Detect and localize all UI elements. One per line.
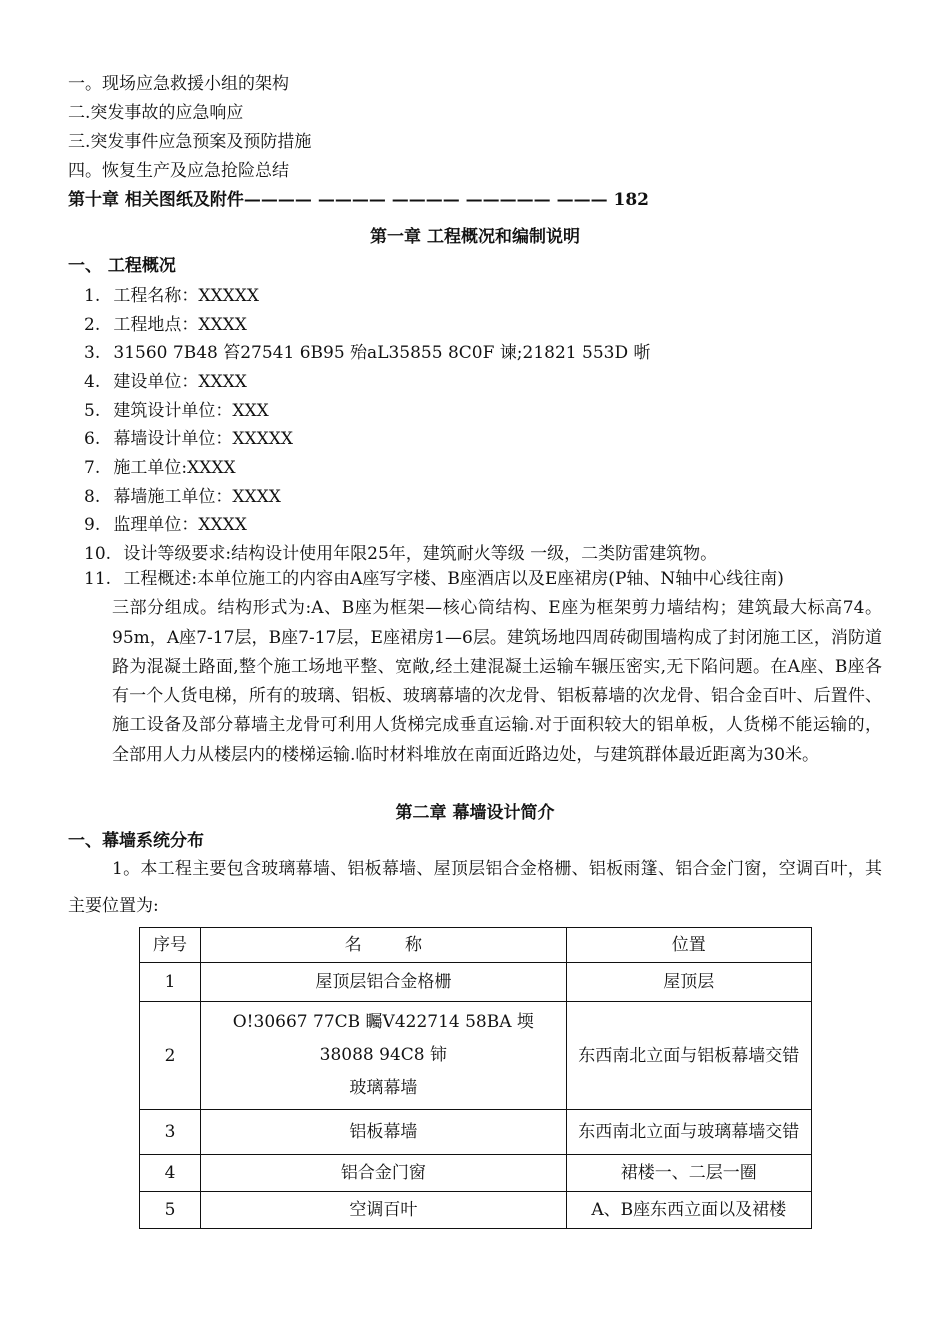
item-number: 4.: [84, 372, 101, 392]
row-number: 1: [140, 963, 201, 1002]
item-text: 31560 7B48 笞27541 6B95 殆aL35855 8C0F 谏;21821 553D 哳: [113, 343, 651, 363]
row-name: 铝合金门窗: [201, 1155, 567, 1192]
toc-item: 四。恢复生产及应急抢险总结: [68, 161, 289, 181]
row-name: 铝板幕墙: [201, 1110, 567, 1155]
section-project-overview: 一、 工程概况: [68, 256, 176, 276]
item-text: 幕墙施工单位：XXXX: [113, 487, 281, 507]
project-item: [84, 510, 247, 535]
item-number: 8.: [84, 487, 101, 507]
item-text: 设计等级要求:结构设计使用年限25年，建筑耐火等级 一级，二类防雷建筑物。: [123, 544, 718, 564]
toc-chapter-10: 第十章 相关图纸及附件———— ———— ———— ————— ——— 182: [68, 190, 649, 210]
item-text: 建设单位：XXXX: [113, 372, 247, 392]
table-row: [140, 1002, 812, 1110]
row-number: 5: [140, 1192, 201, 1229]
chapter-2-title: 第二章 幕墙设计简介: [395, 803, 555, 823]
header-cell: 序号: [140, 928, 201, 963]
row-number: 3: [140, 1110, 201, 1155]
item-text: 监理单位：XXXX: [113, 515, 247, 535]
item-text: 幕墙设计单位：XXXXX: [113, 429, 293, 449]
table-row: [140, 963, 812, 1002]
project-item: [84, 367, 247, 392]
item-11-lead-text: 工程概述:本单位施工的内容由A座写字楼、B座酒店以及E座裙房(P轴、N轴中心线往南): [123, 569, 784, 589]
row-position: 裙楼一、二层一圈: [566, 1155, 811, 1192]
row-position: A、B座东西立面以及裙楼: [566, 1192, 811, 1229]
table-row: [140, 1155, 812, 1192]
row-name: 屋顶层铝合金格栅: [201, 963, 567, 1002]
header-cell: 位置: [566, 928, 811, 963]
row-name: 空调百叶: [201, 1192, 567, 1229]
toc-item: 三.突发事件应急预案及预防措施: [68, 132, 312, 152]
item-text: 施工单位:XXXX: [113, 458, 236, 478]
row-name-cell: [201, 1002, 567, 1110]
project-item: [84, 281, 259, 306]
section-curtain-wall-distribution: 一、幕墙系统分布: [68, 831, 204, 851]
item-11-body: 三部分组成。结构形式为:A、B座为框架—核心筒结构、E座为框架剪力墙结构；建筑最大标高74。95m，A座7-17层，B座7-17层，E座裙房1—6层。建筑场地四周砖砌围墙构成了封闭施工区，消防道路为混凝土路面,整个施工场地平整、宽敞,经土建混凝土运输车辗压密实,无下陷问题。在A座、B座各有一个人货电梯，所有的玻璃、铝板、玻璃幕墙的次龙骨、铝板幕墙的次龙骨、铝合金百叶、后置件、施工设备及部分幕墙主龙骨可利用人货梯完成垂直运输.对于面积较大的铝单板，人货梯不能运输的，全部用人力从楼层内的楼梯运输.临时材料堆放在南面近路边处，与建筑群体最近距离为30米。: [112, 598, 882, 765]
project-item: [84, 310, 247, 335]
curtain-wall-table: [139, 927, 812, 1229]
project-item: [84, 396, 269, 421]
row-name-line2: 玻璃幕墙: [349, 1078, 418, 1098]
item-number: 10.: [84, 544, 112, 564]
chapter-1-title: 第一章 工程概况和编制说明: [370, 227, 580, 247]
item-number: 3.: [84, 343, 101, 363]
row-number: 4: [140, 1155, 201, 1192]
table-row: [140, 1110, 812, 1155]
item-text: 工程地点：XXXX: [113, 315, 247, 335]
table-row: [140, 1192, 812, 1229]
row-number: 2: [140, 1002, 201, 1110]
item-number: 7.: [84, 458, 101, 478]
project-item-11: [84, 565, 882, 770]
item-number: 6.: [84, 429, 101, 449]
item-number: 5.: [84, 401, 101, 421]
project-item: [84, 482, 281, 507]
project-item: [84, 424, 293, 449]
item-number: 2.: [84, 315, 101, 335]
header-cell: 名 称: [201, 928, 567, 963]
item-text: 建筑设计单位：XXX: [113, 401, 269, 421]
project-item: [84, 453, 236, 478]
row-position: 屋顶层: [566, 963, 811, 1002]
item-number: 11.: [84, 569, 112, 589]
project-item: [84, 338, 651, 363]
project-item-10: [84, 539, 717, 564]
intro-paragraph: 1。本工程主要包含玻璃幕墙、铝板幕墙、屋顶层铝合金格栅、铝板雨篷、铝合金门窗，空调百叶，其主要位置为:: [68, 859, 882, 916]
toc-list: [68, 70, 649, 215]
row-position: 东西南北立面与铝板幕墙交错: [566, 1002, 811, 1110]
toc-item: 一。现场应急救援小组的架构: [68, 74, 289, 94]
table-header-row: [140, 928, 812, 963]
toc-item: 二.突发事故的应急响应: [68, 103, 244, 123]
row-name: O!30667 77CB 矚V422714 58BA 堧38088 94C8 铈: [232, 1012, 534, 1065]
row-position: 东西南北立面与玻璃幕墙交错: [566, 1110, 811, 1155]
item-number: 1.: [84, 286, 101, 306]
item-text: 工程名称：XXXXX: [113, 286, 259, 306]
item-number: 9.: [84, 515, 101, 535]
item-11-lead: [84, 569, 784, 589]
